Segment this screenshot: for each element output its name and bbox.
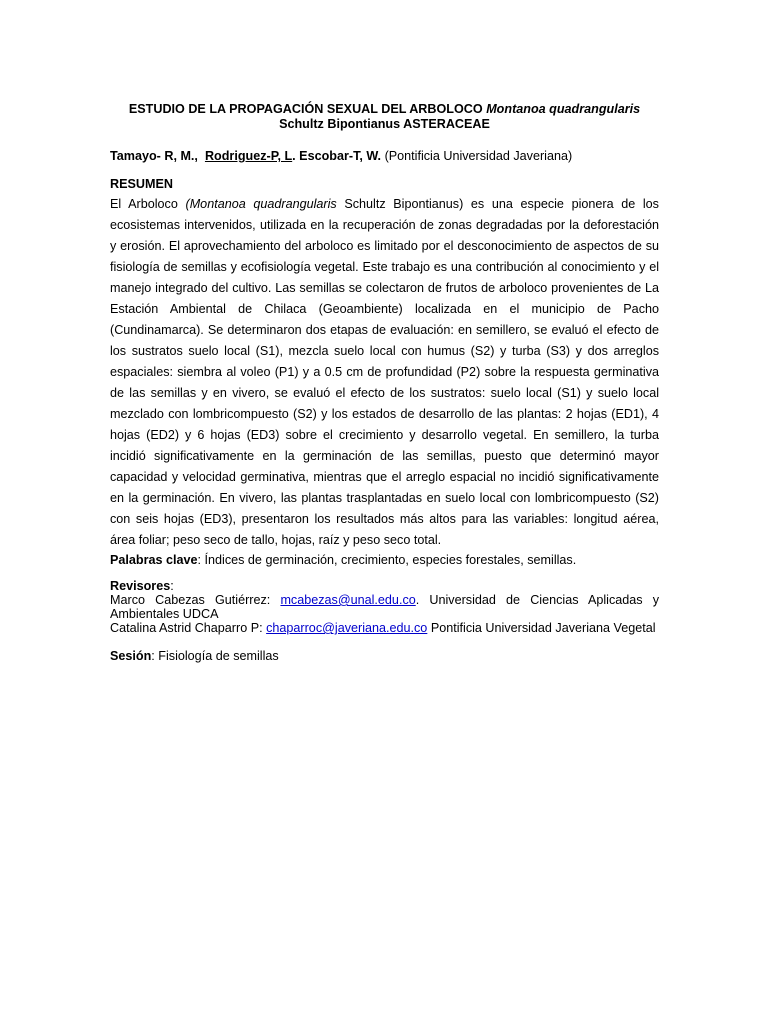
abstract-part-2: Schultz Bipontianus) es una especie pionera de los ecosistemas intervenidos, utilizada en la recuperación de zonas degradadas por la deforestación y erosión. El aprovechamiento del arboloco es limitado por el desconocimiento de aspectos de su fisiología de semillas y ecofisiología vegetal. Este trabajo es una contribución al conocimiento y el manejo integrado del cultivo. Las semillas se colectaron de frutos de arboloco provenientes de La Estación Ambiental de Chilaca (Geoambiente) localizada en el municipio de Pacho (Cundinamarca). Se determinaron dos etapas de evaluación: en semillero, se evaluó el efecto de los sustratos suelo local (S1), mezcla suelo local con humus (S2) y turba (S3) y dos arreglos espaciales: siembra al voleo (P1) y a 0.5 cm de profundidad (P2) sobre la respuesta germinativa de las semillas y en vivero, se evaluó el efecto de los sustratos: suelo local (S1) y suelo local mezclado con lombricompuesto (S2) y los estados de desarrollo de las plantas: 2 hojas (ED1), 4 hojas (ED2) y 6 hojas (ED3) sobre el crecimiento y desarrollo vegetal. En semillero, la turba incidió significativamente en la germinación de las semillas, puesto que determinó mayor capacidad y velocidad germinativa, mientras que el arreglo espacial no incidió significativamente en la germinación. En vivero, las plantas trasplantadas en suelo local con lombricompuesto (S2) con seis hojas (ED3), presentaron los resultados más altos para las variables: longitud aérea, área foliar; peso seco de tallo, hojas, raíz y peso seco total. xyxy=(110,197,659,547)
reviewer-entry xyxy=(110,593,659,621)
reviewer-entry xyxy=(110,621,659,635)
abstract-species-italic: (Montanoa quadrangularis xyxy=(185,197,337,211)
authors-line xyxy=(110,149,659,164)
reviewer-name: Catalina Astrid Chaparro P: xyxy=(110,621,267,635)
revisores-colon: : xyxy=(170,579,174,593)
keywords-label: Palabras clave xyxy=(110,553,198,567)
resumen-heading: RESUMEN xyxy=(110,177,173,191)
keywords-text: : Índices de germinación, crecimiento, especies forestales, semillas. xyxy=(197,553,577,567)
abstract-paragraph xyxy=(110,194,659,551)
document-page xyxy=(110,102,659,663)
author-2-dot: . xyxy=(292,149,296,163)
revisores-label: Revisores xyxy=(110,579,171,593)
reviewer-email-link[interactable]: chaparroc@javeriana.edu.co xyxy=(266,621,428,635)
title-line2: Schultz Bipontianus ASTERACEAE xyxy=(279,117,490,131)
sesion-line xyxy=(110,649,659,663)
reviewer-institution: Pontificia Universidad Javeriana Vegetal xyxy=(427,621,656,635)
author-3: Escobar-T, W. xyxy=(299,149,382,163)
reviewer-name: Marco Cabezas Gutiérrez: xyxy=(110,593,281,607)
document-title xyxy=(110,102,659,132)
reviewer-email-link[interactable]: mcabezas@unal.edu.co xyxy=(280,593,416,607)
reviewer-institution: . Universidad de Ciencias Aplicadas y Ambientales UDCA xyxy=(110,593,659,621)
author-1: Tamayo- R, M., xyxy=(110,149,198,163)
revisores-heading xyxy=(110,579,659,593)
affiliation: (Pontificia Universidad Javeriana) xyxy=(384,149,573,163)
keywords-line xyxy=(110,551,659,569)
title-prefix: ESTUDIO DE LA PROPAGACIÓN SEXUAL DEL ARBOLOCO xyxy=(128,102,487,116)
sesion-label: Sesión xyxy=(110,649,152,663)
abstract-part-1: El Arboloco xyxy=(110,197,186,211)
sesion-text: : Fisiología de semillas xyxy=(151,649,279,663)
title-species: Montanoa quadrangularis xyxy=(486,102,641,116)
author-2: Rodriguez-P, L xyxy=(204,149,293,163)
